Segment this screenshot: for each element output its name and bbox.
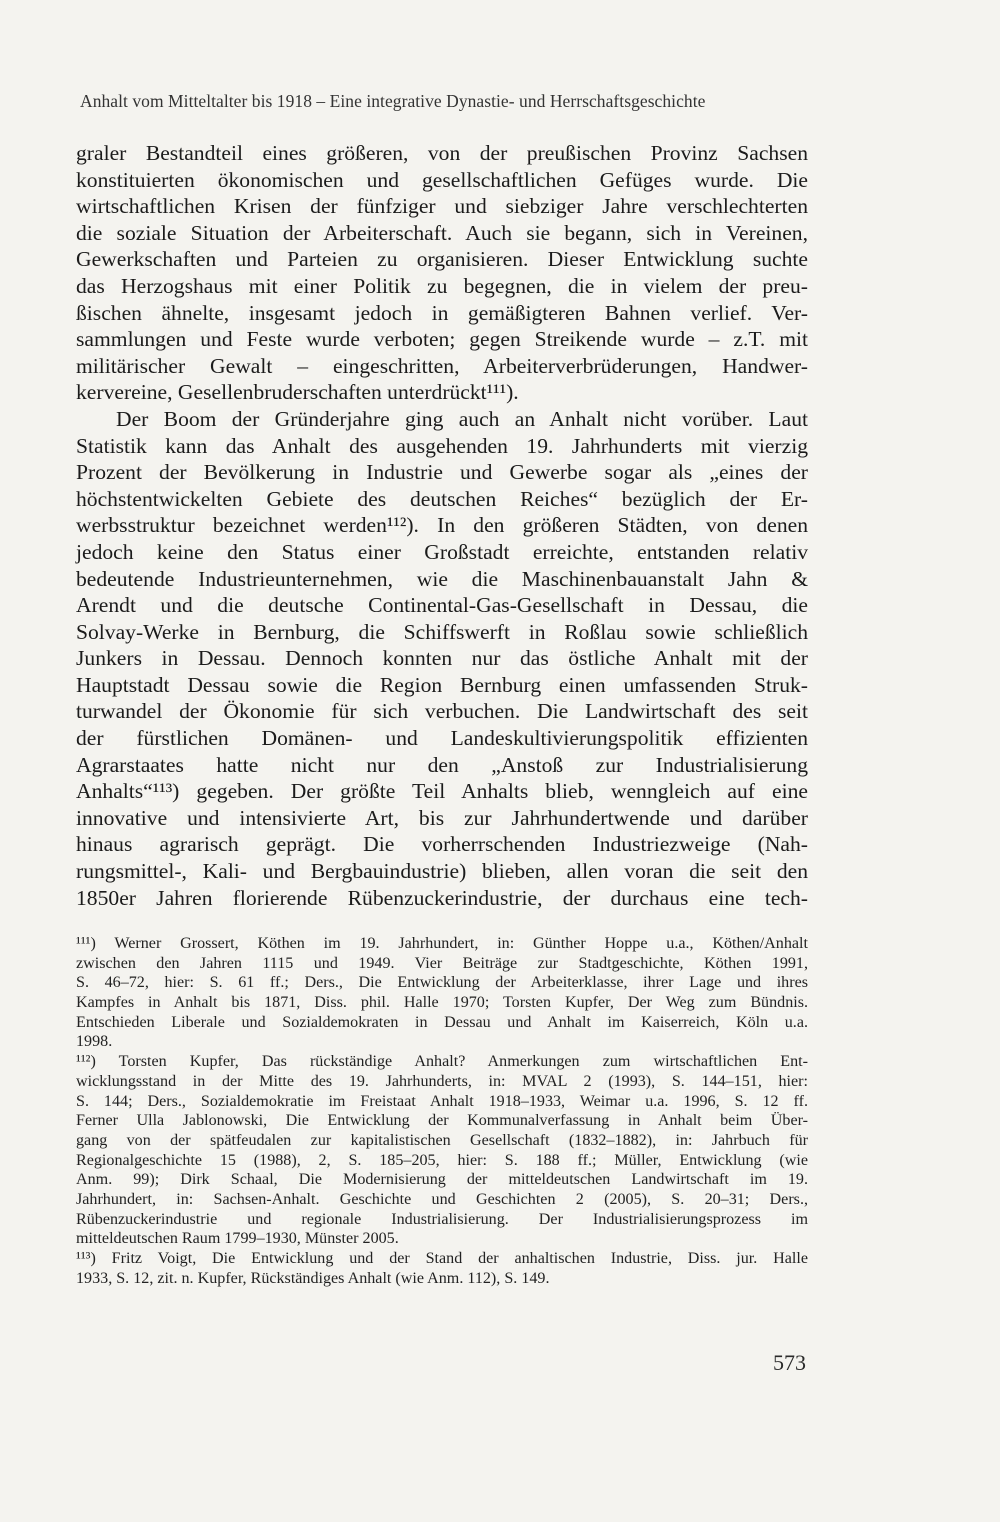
footnote-line: Kampfes in Anhalt bis 1871, Diss. phil. Halle 1970; Torsten Kupfer, Der Weg zum Bündnis. xyxy=(76,994,808,1012)
footnote-line: Regionalgeschichte 15 (1988), 2, S. 185–205, hier: S. 188 ff.; Müller, Entwicklung (wie xyxy=(76,1151,808,1169)
running-head: Anhalt vom Mitteltalter bis 1918 – Eine integrative Dynastie- und Herrschaftsgeschichte xyxy=(80,91,706,111)
footnote-line: mitteldeutschen Raum 1799–1930, Münster 2005. xyxy=(76,1230,399,1248)
footnote-line: Ferner Ulla Jablonowski, Die Entwicklung der Kommunalverfassung in Anhalt beim Über- xyxy=(76,1112,808,1130)
body-line: höchstentwickelten Gebiete des deutschen Reiches“ bezüglich der Er- xyxy=(76,486,808,511)
body-text xyxy=(76,140,808,911)
body-line: Gewerkschaften und Parteien zu organisieren. Dieser Entwicklung suchte xyxy=(76,247,808,272)
body-line: Der Boom der Gründerjahre ging auch an Anhalt nicht vorüber. Laut xyxy=(116,406,808,431)
footnote-line: Anm. 99); Dirk Schaal, Die Modernisierung der mitteldeutschen Landwirtschaft im 19. xyxy=(76,1171,808,1189)
footnote-line: gang von der spätfeudalen zur kapitalistischen Gesellschaft (1832–1882), in: Jahrbuch für xyxy=(76,1131,808,1149)
body-line: Hauptstadt Dessau sowie die Region Bernburg einen umfassenden Struk- xyxy=(76,672,808,697)
footnote-line: Jahrhundert, in: Sachsen-Anhalt. Geschichte und Geschichten 2 (2005), S. 20–31; Ders., xyxy=(76,1190,808,1208)
footnote-line: 1998. xyxy=(76,1033,113,1051)
footnotes xyxy=(76,934,808,1288)
footnote-line: Rübenzuckerindustrie und regionale Industrialisierung. Der Industrialisierungsprozess im xyxy=(76,1210,808,1228)
body-line: Agrarstaates hatte nicht nur den „Anstoß zur Industrialisierung xyxy=(76,752,808,777)
footnote-line: zwischen den Jahren 1115 und 1949. Vier Beiträge zur Stadtgeschichte, Köthen 1991, xyxy=(76,954,808,972)
body-line: innovative und intensivierte Art, bis zur Jahrhundertwende und darüber xyxy=(76,805,808,830)
body-line: rungsmittel-, Kali- und Bergbauindustrie) blieben, allen voran die seit den xyxy=(76,859,808,884)
body-line: Arendt und die deutsche Continental-Gas-Gesellschaft in Dessau, die xyxy=(76,593,808,618)
body-line: bedeutende Industrieunternehmen, wie die Maschinenbauanstalt Jahn & xyxy=(76,566,808,591)
body-line: werbsstruktur bezeichnet werden¹¹²). In den größeren Städten, von denen xyxy=(76,513,808,538)
body-line: ßischen ähnelte, insgesamt jedoch in gemäßigteren Bahnen verlief. Ver- xyxy=(76,300,808,325)
footnote-line: ¹¹¹) Werner Grossert, Köthen im 19. Jahrhundert, in: Günther Hoppe u.a., Köthen/Anhalt xyxy=(76,935,808,952)
footnote-line: S. 46–72, hier: S. 61 ff.; Ders., Die Entwicklung der Arbeiterklasse, ihrer Lage und ihres xyxy=(76,974,808,992)
body-line: sammlungen und Feste wurde verboten; gegen Streikende wurde – z.T. mit xyxy=(76,327,808,352)
body-line: kervereine, Gesellenbruderschaften unterdrückt¹¹¹). xyxy=(76,380,519,405)
body-line: Prozent der Bevölkerung in Industrie und Gewerbe sogar als „eines der xyxy=(76,460,808,485)
body-line: hinaus agrarisch geprägt. Die vorherrschenden Industriezweige (Nah- xyxy=(76,832,808,857)
footnote-line: ¹¹²) Torsten Kupfer, Das rückständige Anhalt? Anmerkungen zum wirtschaftlichen Ent- xyxy=(76,1053,808,1071)
body-line: Statistik kann das Anhalt des ausgehenden 19. Jahrhunderts mit vierzig xyxy=(76,433,808,458)
body-line: jedoch keine den Status einer Großstadt erreichte, entstanden relativ xyxy=(76,539,808,564)
body-line: militärischer Gewalt – eingeschritten, Arbeiterverbrüderungen, Handwer- xyxy=(76,353,808,378)
body-line: 1850er Jahren florierende Rübenzuckerindustrie, der durchaus eine tech- xyxy=(76,885,808,910)
footnote-line: wicklungsstand in der Mitte des 19. Jahrhunderts, in: MVAL 2 (1993), S. 144–151, hier: xyxy=(76,1072,808,1090)
body-line: turwandel der Ökonomie für sich verbuchen. Die Landwirtschaft des seit xyxy=(76,699,808,724)
body-line: wirtschaftlichen Krisen der fünfziger und siebziger Jahre verschlechterten xyxy=(76,194,808,219)
body-line: Solvay-Werke in Bernburg, die Schiffswerft in Roßlau sowie schließlich xyxy=(76,619,808,644)
body-line: Junkers in Dessau. Dennoch konnten nur das östliche Anhalt mit der xyxy=(76,646,808,671)
body-line: das Herzogshaus mit einer Politik zu begegnen, die in vielem der preu- xyxy=(76,273,808,298)
footnote-line: Entschieden Liberale und Sozialdemokraten in Dessau und Anhalt im Kaiserreich, Köln u.a. xyxy=(76,1013,808,1031)
body-line: der fürstlichen Domänen- und Landeskultivierungspolitik effizienten xyxy=(76,726,808,751)
body-line: konstituierten ökonomischen und gesellschaftlichen Gefüges wurde. Die xyxy=(76,167,808,192)
page-number: 573 xyxy=(773,1350,806,1375)
body-line: graler Bestandteil eines größeren, von der preußischen Provinz Sachsen xyxy=(76,141,808,165)
body-line: Anhalts“¹¹³) gegeben. Der größte Teil Anhalts blieb, wenngleich auf eine xyxy=(76,779,808,804)
body-line: die soziale Situation der Arbeiterschaft. Auch sie begann, sich in Vereinen, xyxy=(76,220,808,245)
footnote-line: 1933, S. 12, zit. n. Kupfer, Rückständiges Anhalt (wie Anm. 112), S. 149. xyxy=(76,1269,550,1287)
footnote-line: S. 144; Ders., Sozialdemokratie im Freistaat Anhalt 1918–1933, Weimar u.a. 1996, S. 12 ff. xyxy=(76,1092,808,1110)
footnote-line: ¹¹³) Fritz Voigt, Die Entwicklung und der Stand der anhaltischen Industrie, Diss. jur. Halle xyxy=(76,1250,808,1267)
